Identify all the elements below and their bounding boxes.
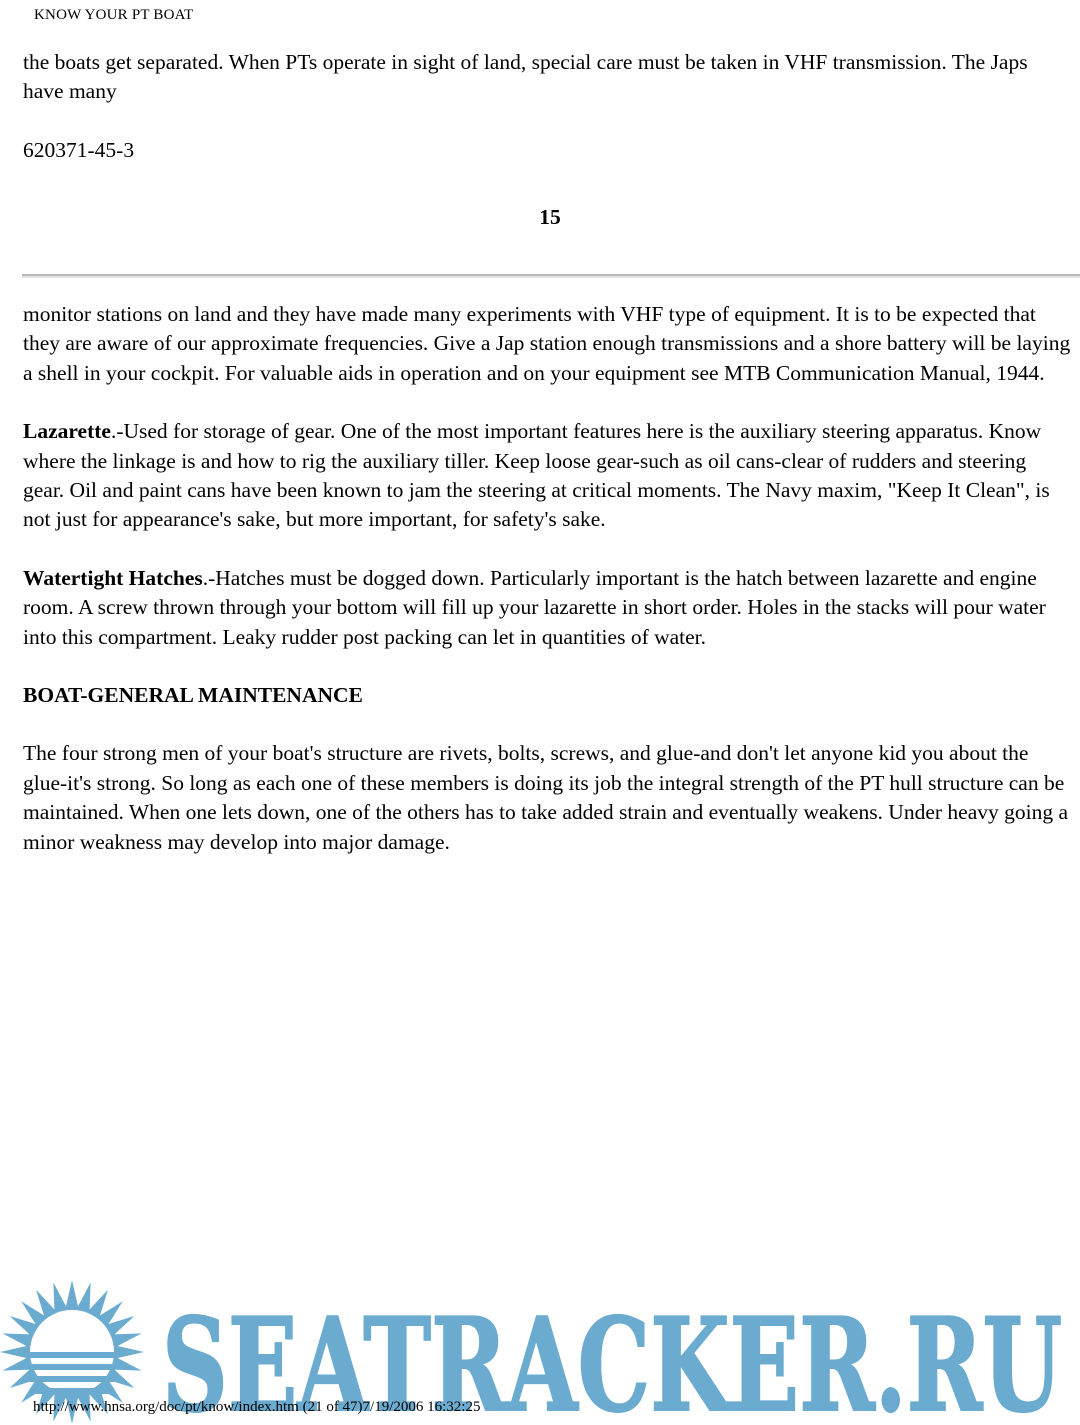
page-number: 15 — [539, 205, 561, 229]
print-job-number: 620371-45-3 — [23, 137, 135, 162]
section-heading: BOAT-GENERAL MAINTENANCE — [23, 683, 363, 708]
hatches-text: .-Hatches must be dogged down. Particularly important is the hatch between lazarette and engine room. A screw thrown through your bottom will fill up your lazarette in short order. Holes in the stacks will pour water into this compartment. Leaky rudder post packing can let in quantities of water. — [23, 565, 1046, 649]
continued-paragraph: the boats get separated. When PTs operate in sight of land, special care must be taken in VHF transmission. The Japs have many — [23, 50, 1028, 104]
running-header: KNOW YOUR PT BOAT — [34, 7, 194, 23]
paragraph-lazarette — [23, 417, 1072, 535]
page-break-rule — [22, 274, 1080, 278]
watermark-text: SEATRACKER.RU — [162, 1291, 1062, 1425]
lazarette-text: .-Used for storage of gear. One of the most important features here is the auxiliary steering apparatus. Know where the linkage is and how to rig the auxiliary tiller. Keep loose gear-such as oil cans-clear of rudders and steering gear. Oil and paint cans have been known to jam the steering at critical moments. The Navy maxim, "Keep It Clean", is not just for appearance's sake, but more important, for safety's sake. — [23, 419, 1050, 532]
paragraph-monitor-stations: monitor stations on land and they have made many experiments with VHF type of equipment. It is to be expected that they are aware of our approximate frequencies. Give a Jap station enough transmissions and a shore battery will be laying a shell in your cockpit. For valuable aids in operation and on your equipment see MTB Communication Manual, 1944. — [23, 302, 1071, 385]
page-main-text — [23, 300, 1072, 886]
page-top-text — [23, 48, 1072, 165]
paragraph-structure: The four strong men of your boat's structure are rivets, bolts, screws, and glue-and don't let anyone kid you about the glue-it's strong. So long as each one of these members is doing its job the integral strength of the PT hull structure can be maintained. When one lets down, one of the others has to take added strain and eventually weakens. Under heavy going a minor weakness may develop into major damage. — [23, 741, 1069, 854]
term-lazarette: Lazarette — [23, 419, 111, 444]
term-watertight-hatches: Watertight Hatches — [23, 565, 203, 590]
footer-url: http://www.hnsa.org/doc/pt/know/index.htm (21 of 47)7/19/2006 16:32:25 — [33, 1399, 481, 1415]
paragraph-watertight-hatches — [23, 564, 1072, 652]
